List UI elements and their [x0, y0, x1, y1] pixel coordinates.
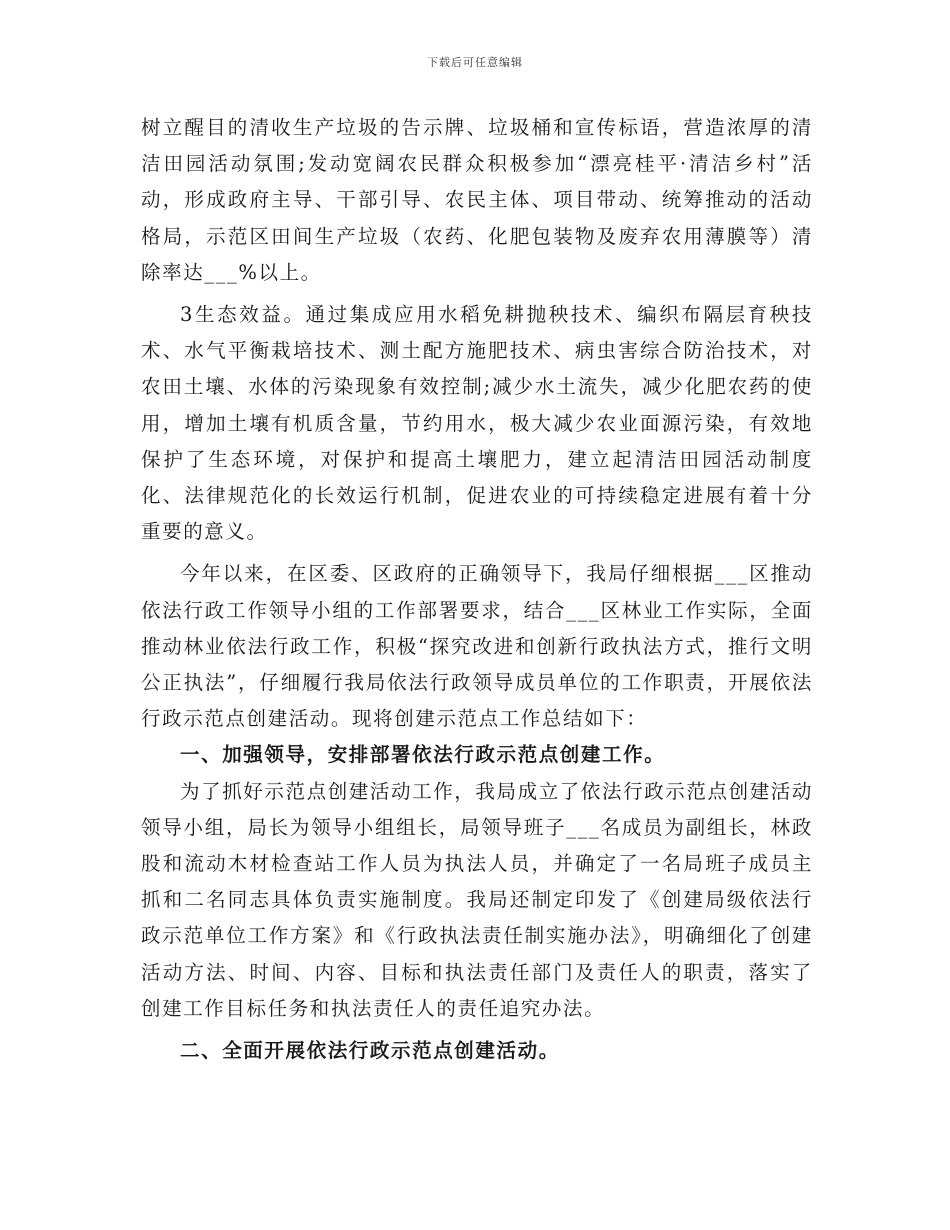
header-note: 下载后可任意编辑: [427, 56, 523, 69]
paragraph-3: 今年以来，在区委、区政府的正确领导下，我局仔细根据___区推动依法行政工作领导小组的工作部署要求，结合___区林业工作实际，全面推动林业依法行政工作，积极“探究改进和创新行政执法方式，推行文明公正执法”，仔细履行我局依法行政领导成员单位的工作职责，开展依法行政示范点创建活动。现将创建示范点工作总结如下：: [141, 562, 813, 731]
document-body: [141, 110, 813, 1069]
section-heading-2: 二、全面开展依法行政示范点创建活动。: [180, 1039, 560, 1063]
paragraph-1: 树立醒目的清收生产垃圾的告示牌、垃圾桶和宣传标语，营造浓厚的清洁田园活动氛围;发动宽阔农民群众积极参加“漂亮桂平·清洁乡村”活动，形成政府主导、干部引导、农民主体、项目带动、统筹推动的活动格局，示范区田间生产垃圾（农药、化肥包装物及废弃农用薄膜等）清除率达___%以上。: [141, 116, 813, 284]
paragraph-4: 为了抓好示范点创建活动工作，我局成立了依法行政示范点创建活动领导小组，局长为领导小组组长，局领导班子___名成员为副组长，林政股和流动木材检查站工作人员为执法人员，并确定了一名局班子成员主抓和二名同志具体负责实施制度。我局还制定印发了《创建局级依法行政示范单位工作方案》和《行政执法责任制实施办法》，明确细化了创建活动方法、时间、内容、目标和执法责任部门及责任人的职责，落实了创建工作目标任务和执法责任人的责任追究办法。: [141, 779, 814, 1020]
section-heading-1: 一、加强领导，安排部署依法行政示范点创建工作。: [180, 743, 666, 767]
paragraph-2: 3生态效益。通过集成应用水稻免耕抛秧技术、编织布隔层育秧技术、水气平衡栽培技术、测土配方施肥技术、病虫害综合防治技术，对农田土壤、水体的污染现象有效控制;减少水土流失，减少化肥农药的使用，增加土壤有机质含量，节约用水，极大减少农业面源污染，有效地保护了生态环境，对保护和提高土壤肥力，建立起清洁田园活动制度化、法律规范化的长效运行机制，促进农业的可持续稳定进展有着十分重要的意义。: [141, 303, 813, 544]
